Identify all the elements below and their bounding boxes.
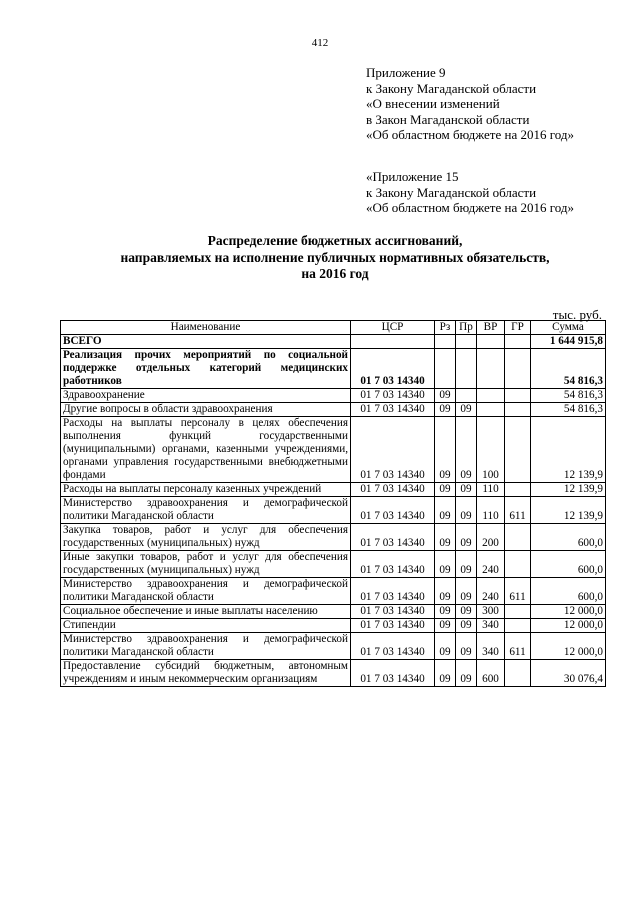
row-csr-cell: 01 7 03 14340 (351, 605, 435, 619)
document-title (60, 233, 610, 283)
appendix-line: «О внесении изменений (366, 96, 500, 111)
row-gr-cell: 611 (505, 633, 531, 660)
row-pr-cell: 09 (456, 417, 477, 483)
appendix-line: «Приложение 15 (366, 169, 459, 184)
table-row (61, 524, 606, 551)
row-csr-cell: 01 7 03 14340 (351, 349, 435, 389)
table-row (61, 619, 606, 633)
row-pr-cell (456, 349, 477, 389)
page-number: 412 (311, 37, 329, 49)
title-line: на 2016 год (301, 266, 369, 281)
row-name-cell: Реализация прочих мероприятий по социальной поддержке отдельных категорий медицинских работников (61, 349, 351, 389)
appendix-line: Приложение 9 (366, 65, 446, 80)
row-name-cell: Закупка товаров, работ и услуг для обеспечения государственных (муниципальных) нужд (61, 524, 351, 551)
row-name-cell: Стипендии (61, 619, 351, 633)
row-rz-cell: 09 (435, 389, 456, 403)
row-gr-cell (505, 403, 531, 417)
row-rz-cell: 09 (435, 417, 456, 483)
row-sum-cell: 600,0 (531, 524, 606, 551)
appendix-line: к Закону Магаданской области (366, 80, 537, 96)
table-row (61, 497, 606, 524)
column-header-name: Наименование (61, 321, 351, 335)
row-csr-cell: 01 7 03 14340 (351, 403, 435, 417)
row-gr-cell: 611 (505, 578, 531, 605)
row-name-cell: Расходы на выплаты персоналу в целях обеспечения выполнения функций государственными (муниципальными) органами, казенными учреждениями, органами управления государственными внебюджетными фондами (61, 417, 351, 483)
row-sum-cell: 1 644 915,8 (531, 335, 606, 349)
row-sum-cell: 54 816,3 (531, 349, 606, 389)
row-csr-cell: 01 7 03 14340 (351, 551, 435, 578)
row-gr-cell (505, 524, 531, 551)
row-pr-cell: 09 (456, 551, 477, 578)
row-pr-cell: 09 (456, 497, 477, 524)
row-csr-cell: 01 7 03 14340 (351, 417, 435, 483)
row-sum-cell: 12 000,0 (531, 605, 606, 619)
row-rz-cell: 09 (435, 633, 456, 660)
row-csr-cell: 01 7 03 14340 (351, 389, 435, 403)
table-row (61, 660, 606, 687)
table-row (61, 551, 606, 578)
row-rz-cell: 09 (435, 660, 456, 687)
column-header-sum: Сумма (531, 321, 606, 335)
row-gr-cell: 611 (505, 497, 531, 524)
row-pr-cell: 09 (456, 619, 477, 633)
row-gr-cell (505, 551, 531, 578)
row-csr-cell: 01 7 03 14340 (351, 660, 435, 687)
row-rz-cell (435, 335, 456, 349)
table-header-row (61, 321, 606, 335)
table-row (61, 403, 606, 417)
table-row (61, 578, 606, 605)
row-csr-cell: 01 7 03 14340 (351, 578, 435, 605)
row-name-cell: Социальное обеспечение и иные выплаты населению (61, 605, 351, 619)
row-vr-cell: 110 (477, 497, 505, 524)
row-name-cell: Иные закупки товаров, работ и услуг для обеспечения государственных (муниципальных) нужд (61, 551, 351, 578)
row-pr-cell: 09 (456, 578, 477, 605)
column-header-rz: Рз (435, 321, 456, 335)
row-vr-cell (477, 389, 505, 403)
table-row (61, 335, 606, 349)
row-rz-cell: 09 (435, 483, 456, 497)
row-vr-cell: 110 (477, 483, 505, 497)
row-gr-cell (505, 660, 531, 687)
row-sum-cell: 600,0 (531, 551, 606, 578)
column-header-vr: ВР (477, 321, 505, 335)
row-name-cell: Министерство здравоохранения и демографической политики Магаданской области (61, 578, 351, 605)
title-line: направляемых на исполнение публичных нормативных обязательств, (120, 249, 550, 265)
row-vr-cell (477, 349, 505, 389)
row-pr-cell: 09 (456, 403, 477, 417)
row-rz-cell: 09 (435, 605, 456, 619)
title-line: Распределение бюджетных ассигнований, (207, 233, 463, 248)
row-vr-cell: 340 (477, 633, 505, 660)
column-header-csr: ЦСР (351, 321, 435, 335)
row-name-cell: Министерство здравоохранения и демографической политики Магаданской области (61, 497, 351, 524)
row-sum-cell: 12 139,9 (531, 417, 606, 483)
row-rz-cell: 09 (435, 524, 456, 551)
row-rz-cell: 09 (435, 403, 456, 417)
row-rz-cell: 09 (435, 497, 456, 524)
row-pr-cell: 09 (456, 660, 477, 687)
row-pr-cell: 09 (456, 605, 477, 619)
row-vr-cell (477, 403, 505, 417)
table-row (61, 417, 606, 483)
table-row (61, 633, 606, 660)
row-gr-cell (505, 349, 531, 389)
row-csr-cell: 01 7 03 14340 (351, 524, 435, 551)
row-gr-cell (505, 619, 531, 633)
row-vr-cell: 200 (477, 524, 505, 551)
table-row (61, 605, 606, 619)
row-vr-cell: 100 (477, 417, 505, 483)
row-sum-cell: 12 139,9 (531, 483, 606, 497)
row-name-cell: Здравоохранение (61, 389, 351, 403)
row-pr-cell: 09 (456, 483, 477, 497)
row-csr-cell: 01 7 03 14340 (351, 483, 435, 497)
appendix-line: «Об областном бюджете на 2016 год» (366, 200, 574, 215)
row-vr-cell: 340 (477, 619, 505, 633)
row-name-cell: Предоставление субсидий бюджетным, автономным учреждениям и иным некоммерческим организациям (61, 660, 351, 687)
row-sum-cell: 12 139,9 (531, 497, 606, 524)
row-vr-cell: 300 (477, 605, 505, 619)
appendix-header (366, 65, 574, 143)
row-name-cell: Расходы на выплаты персоналу казенных учреждений (61, 483, 351, 497)
row-pr-cell: 09 (456, 524, 477, 551)
row-sum-cell: 54 816,3 (531, 403, 606, 417)
row-vr-cell (477, 335, 505, 349)
row-sum-cell: 12 000,0 (531, 633, 606, 660)
row-vr-cell: 240 (477, 551, 505, 578)
row-rz-cell: 09 (435, 551, 456, 578)
row-gr-cell (505, 389, 531, 403)
row-sum-cell: 54 816,3 (531, 389, 606, 403)
table-row (61, 389, 606, 403)
row-csr-cell: 01 7 03 14340 (351, 633, 435, 660)
table-body (61, 335, 606, 687)
row-vr-cell: 600 (477, 660, 505, 687)
appendix-line: «Об областном бюджете на 2016 год» (366, 127, 574, 142)
row-gr-cell (505, 417, 531, 483)
table-row (61, 483, 606, 497)
appendix-line: к Закону Магаданской области (366, 184, 537, 200)
row-name-cell: ВСЕГО (61, 335, 351, 349)
row-pr-cell (456, 335, 477, 349)
row-sum-cell: 12 000,0 (531, 619, 606, 633)
units-label: тыс. руб. (552, 307, 602, 322)
row-csr-cell (351, 335, 435, 349)
table-row (61, 349, 606, 389)
row-gr-cell (505, 483, 531, 497)
row-rz-cell (435, 349, 456, 389)
row-sum-cell: 30 076,4 (531, 660, 606, 687)
row-csr-cell: 01 7 03 14340 (351, 619, 435, 633)
row-rz-cell: 09 (435, 578, 456, 605)
row-rz-cell: 09 (435, 619, 456, 633)
budget-table (60, 320, 606, 687)
row-name-cell: Министерство здравоохранения и демографической политики Магаданской области (61, 633, 351, 660)
row-gr-cell (505, 335, 531, 349)
appendix-line: в Закон Магаданской области (366, 111, 530, 127)
row-sum-cell: 600,0 (531, 578, 606, 605)
row-vr-cell: 240 (477, 578, 505, 605)
row-csr-cell: 01 7 03 14340 (351, 497, 435, 524)
row-gr-cell (505, 605, 531, 619)
row-pr-cell (456, 389, 477, 403)
row-name-cell: Другие вопросы в области здравоохранения (61, 403, 351, 417)
column-header-gr: ГР (505, 321, 531, 335)
appendix-header-original (366, 169, 574, 216)
column-header-pr: Пр (456, 321, 477, 335)
row-pr-cell: 09 (456, 633, 477, 660)
